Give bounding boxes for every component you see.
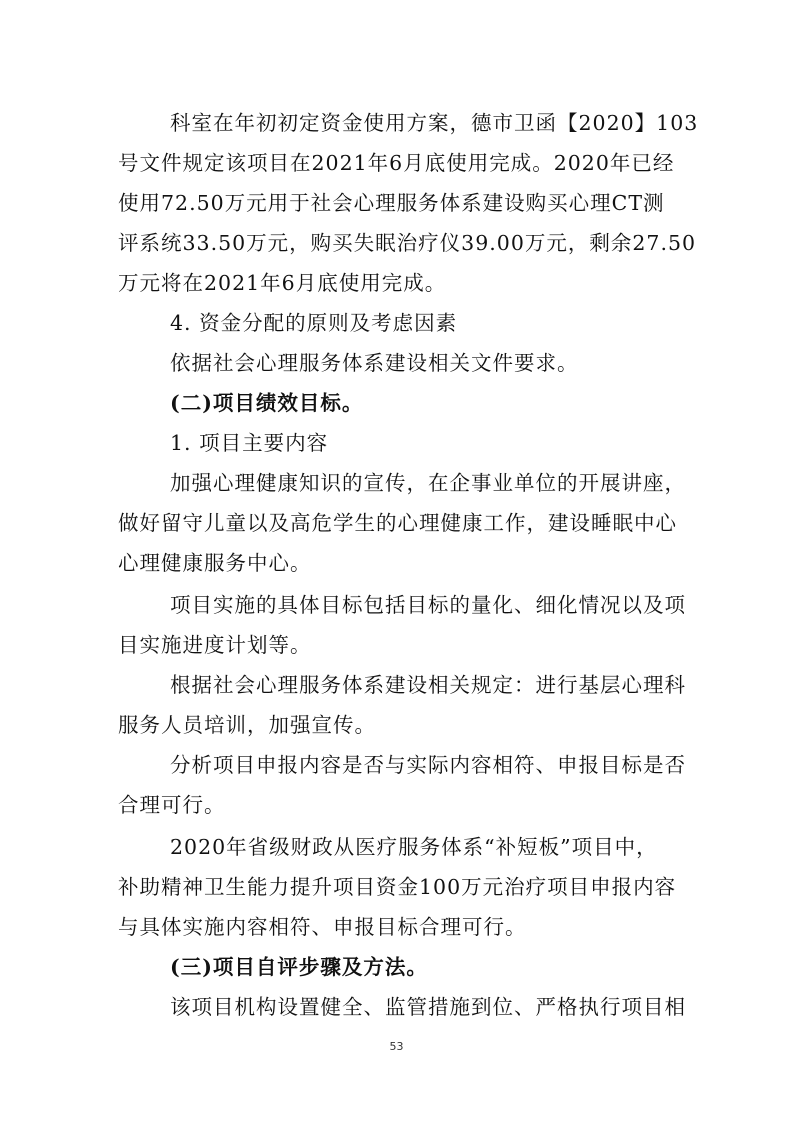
paragraph-line: 做好留守儿童以及高危学生的心理健康工作，建设睡眠中心	[118, 511, 677, 535]
paragraph-line: 项目实施的具体目标包括目标的量化、细化情况以及项	[170, 593, 686, 617]
paragraph-line: 使用72.50万元用于社会心理服务体系建设购买心理CT测	[118, 191, 665, 215]
paragraph-line: 万元将在2021年6月底使用完成。	[118, 271, 447, 295]
paragraph-line: 依据社会心理服务体系建设相关文件要求。	[170, 351, 579, 375]
paragraph-line: 服务人员培训，加强宣传。	[118, 713, 376, 737]
paragraph-line: 心理健康服务中心。	[118, 551, 312, 575]
paragraph-line: 补助精神卫生能力提升项目资金100万元治疗项目申报内容	[118, 875, 677, 899]
paragraph-line: 合理可行。	[118, 793, 226, 817]
section-heading: (二)项目绩效目标。	[170, 391, 364, 415]
paragraph-line: 与具体实施内容相符、申报目标合理可行。	[118, 915, 527, 939]
paragraph-line: 科室在年初初定资金使用方案，德市卫函【2020】103	[170, 111, 699, 135]
section-heading: (三)项目自评步骤及方法。	[170, 955, 428, 979]
paragraph-line: 根据社会心理服务体系建设相关规定：进行基层心理科	[170, 673, 686, 697]
paragraph-line: 评系统33.50万元，购买失眠治疗仪39.00万元，剩余27.50	[118, 231, 697, 255]
paragraph-line: 加强心理健康知识的宣传，在企事业单位的开展讲座，	[170, 471, 686, 495]
paragraph-line: 号文件规定该项目在2021年6月底使用完成。2020年已经	[118, 151, 675, 175]
list-item: 4. 资金分配的原则及考虑因素	[170, 311, 458, 335]
paragraph-line: 目实施进度计划等。	[118, 633, 312, 657]
list-item: 1. 项目主要内容	[170, 431, 329, 455]
paragraph-line: 该项目机构设置健全、监管措施到位、严格执行项目相	[170, 995, 686, 1019]
paragraph-line: 2020年省级财政从医疗服务体系“补短板”项目中，	[170, 835, 658, 859]
page-number: 53	[389, 1040, 404, 1053]
paragraph-line: 分析项目申报内容是否与实际内容相符、申报目标是否	[170, 753, 686, 777]
